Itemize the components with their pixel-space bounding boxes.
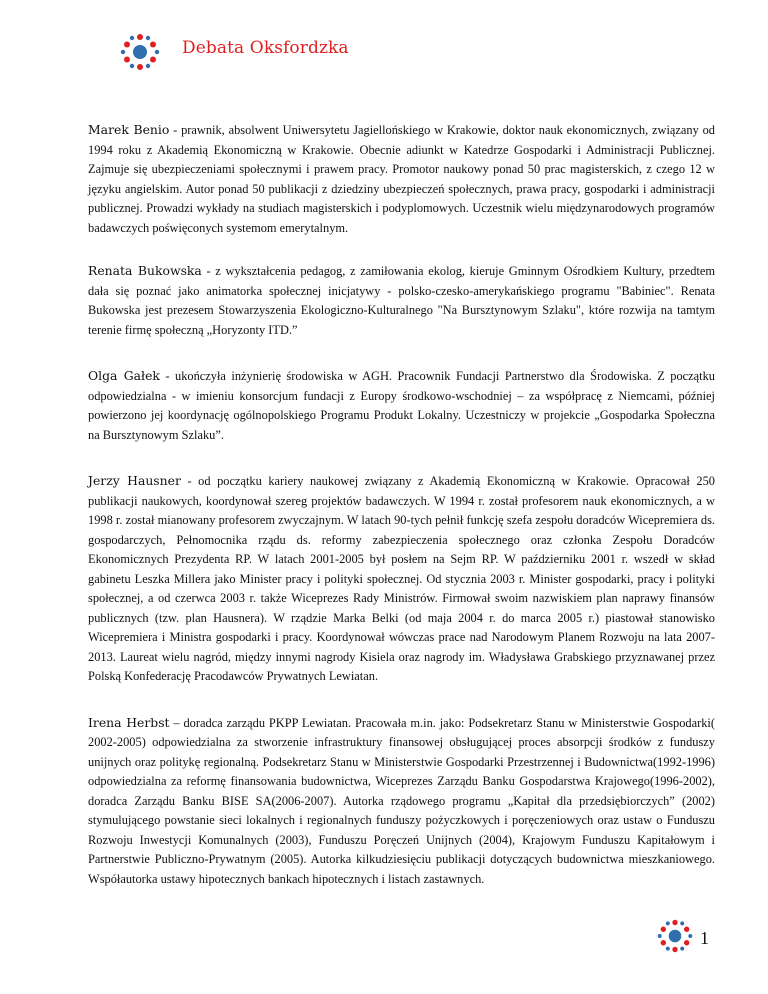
bio-text: od początku kariery naukowej związany z Akademią Ekonomiczną w Krakowie. Opracował 250 publikacji naukowych, koordynował szereg projektów badawczych. W 1994 r. został profesorem nauk ekonomicznych, a w 1998 r. został mianowany profesorem zwyczajnym. W latach 90-tych pełnił funkcję szefa zespołu doradców Wicepremiera ds. gospodarczych, Pełnomocnika rządu ds. reformy zabezpieczenia społecznego oraz członka Zespołu Doradców Ekonomicznych Prezydenta RP. W latach 2001-2005 był posłem na Sejm RP. W październiku 2001 r. wszedł w skład gabinetu Leszka Millera jako Minister pracy i polityki społecznej. Od stycznia 2003 r. Minister gospodarki, pracy i polityki społecznej, a od czerwca 2003 r. także Wiceprezes Rady Ministrów. Firmował swoim nazwiskiem plan naprawy finansów publicznych (tzw. plan Hausnera). W rządzie Marka Belki (od maja 2004 r. do marca 2005 r.) piastował stanowisko Wicepremiera i Ministra gospodarki i pracy. Koordynował wówczas prace nad Narodowym Planem Rozwoju na lata 2007-2013. Laureat wielu nagród, między innymi nagrody Kisiela oraz nagrody im. Władysława Grabskiego przyznawanej przez Polską Konfederację Pracodawców Prywatnych Lewiatan. xyxy=(88,474,715,683)
bio-text: prawnik, absolwent Uniwersytetu Jagiellońskiego w Krakowie, doktor nauk ekonomicznych, związany od 1994 roku z Akademią Ekonomiczną w Krakowie. Obecnie adiunkt w Katedrze Gospodarki i Administracji Publicznej. Zajmuje się ubezpieczeniami społecznymi i prawem pracy. Promotor naukowy ponad 50 prac magisterskich, z czego 12 w języku angielskim. Autor ponad 50 publikacji z dziedziny ubezpieczeń społecznych, prawa pracy, gospodarki i administracji publicznej. Prowadzi wykłady na studiach magisterskich i podyplomowych. Uczestnik wielu międzynarodowych programów badawczych poświęconych systemom emerytalnym. xyxy=(88,123,715,235)
bio-name: Renata Bukowska xyxy=(88,263,202,278)
bio-name: Irena Herbst xyxy=(88,714,170,730)
bio-text: ukończyła inżynierię środowiska w AGH. Pracownik Fundacji Partnerstwo dla Środowiska. Z początku odpowiedzialna - w imieniu konsorcjum fundacji z Europy środkowo-wschodniej – za współpracę z Niemcami, później powierzono jej koordynację ogólnopolskiego Programu Produkt Lokalny. Uczestniczy w projekcie „Gospodarka Społeczna na Bursztynowym Szlaku”. xyxy=(88,369,715,442)
bio-name: Olga Gałek xyxy=(88,368,160,383)
bio-name: Jerzy Hausner xyxy=(88,473,181,488)
logo-title: Debata Oksfordzka xyxy=(182,38,349,58)
bio-paragraph: Irena Herbst – doradca zarządu PKPP Lewiatan. Pracowała m.in. jako: Podsekretarz Stanu w Ministerstwie Gospodarki( 2002-2005) odpowiedzialna za stworzenie infrastruktury finansowej obsługującej proces absorpcji środków z funduszy unijnych oraz politykę regionalną. Podsekretarz Stanu w Ministerstwie Gospodarki Przestrzennej i Budownictwa(1992-1996) odpowiedzialna za reformę finansowania budownictwa, Wiceprezes Zarządu Banku Gospodarstwa Krajowego(1996-2002), doradca Zarządu Banku BISE SA(2006-2007). Autorka rządowego programu „Kapitał dla przedsiębiorczych” (2002) stymulującego powstanie sieci lokalnych i regionalnych funduszy pożyczkowych i poręczeniowych oraz ustaw o Funduszu Rozwoju Inwestycji Komunalnych (2003), Funduszu Poręczeń Unijnych (2004), Krajowym Funduszu Kapitałowym i Partnerstwie Publiczno-Prywatnym (2005). Autorka kilkudziesięciu publikacji dotyczących budownictwa mieszkaniowego. Współautorka ustawy hipotecznych bankach hipotecznych i listach zastawnych. xyxy=(88,714,716,886)
bio-name: Marek Benio xyxy=(88,122,170,137)
bio-paragraph: Renata Bukowska - z wykształcenia pedagog, z zamiłowania ekolog, kieruje Gminnym Ośrodkiem Kultury, przedtem dała się poznać jako animatorka społecznej inicjatywy - polsko-czesko-amerykańskiego programu "Babiniec". Renata Bukowska jest prezesem Stowarzyszenia Ekologiczno-Kulturalnego "Na Bursztynowym Szlaku", które rozwija na tamtym terenie firmę społeczną „Horyzonty ITD.” xyxy=(88,263,715,337)
circle-of-people-icon xyxy=(120,32,160,72)
page-number: 1 xyxy=(700,928,709,948)
circle-of-people-icon xyxy=(657,918,693,954)
bio-paragraph: Olga Gałek - ukończyła inżynierię środowiska w AGH. Pracownik Fundacji Partnerstwo dla Środowiska. Z początku odpowiedzialna - w imieniu konsorcjum fundacji z Europy środkowo-wschodniej – za współpracę z Niemcami, później powierzono jej koordynację ogólnopolskiego Programu Produkt Lokalny. Uczestniczy w projekcie „Gospodarka Społeczna na Bursztynowym Szlaku”. xyxy=(88,368,715,442)
bio-list xyxy=(88,120,715,915)
bio-text: doradca zarządu PKPP Lewiatan. Pracowała m.in. jako: Podsekretarz Stanu w Ministerstwie Gospodarki( 2002-2005) odpowiedzialna za stworzenie infrastruktury finansowej obsługującej proces absorpcji środków z funduszy unijnych oraz politykę regionalną. Podsekretarz Stanu w Ministerstwie Gospodarki Przestrzennej i Budownictwa(1992-1996) odpowiedzialna za reformę finansowania budownictwa, Wiceprezes Zarządu Banku Gospodarstwa Krajowego(1996-2002), doradca Zarządu Banku BISE SA(2006-2007). Autorka rządowego programu „Kapitał dla przedsiębiorczych” (2002) stymulującego powstanie sieci lokalnych i regionalnych funduszy pożyczkowych i poręczeniowych oraz ustaw o Funduszu Rozwoju Inwestycji Komunalnych (2003), Funduszu Poręczeń Unijnych (2004), Krajowym Funduszu Kapitałowym i Partnerstwie Publiczno-Prywatnym (2005). Autorka kilkudziesięciu publikacji dotyczących budownictwa mieszkaniowego. Współautorka ustawy hipotecznych bankach hipotecznych i listach zastawnych. xyxy=(88,715,716,886)
bio-text: z wykształcenia pedagog, z zamiłowania ekolog, kieruje Gminnym Ośrodkiem Kultury, przedtem dała się poznać jako animatorka społecznej inicjatywy - polsko-czesko-amerykańskiego programu "Babiniec". Renata Bukowska jest prezesem Stowarzyszenia Ekologiczno-Kulturalnego "Na Bursztynowym Szlaku", które rozwija na tamtym terenie firmę społeczną „Horyzonty ITD.” xyxy=(88,264,715,337)
bio-paragraph: Marek Benio - prawnik, absolwent Uniwersytetu Jagiellońskiego w Krakowie, doktor nauk ekonomicznych, związany od 1994 roku z Akademią Ekonomiczną w Krakowie. Obecnie adiunkt w Katedrze Gospodarki i Administracji Publicznej. Zajmuje się ubezpieczeniami społecznymi i prawem pracy. Promotor naukowy ponad 50 prac magisterskich, z czego 12 w języku angielskim. Autor ponad 50 publikacji z dziedziny ubezpieczeń społecznych, prawa pracy, gospodarki i administracji publicznej. Prowadzi wykłady na studiach magisterskich i podyplomowych. Uczestnik wielu międzynarodowych programów badawczych poświęconych systemom emerytalnym. xyxy=(88,122,715,235)
bio-paragraph: Jerzy Hausner - od początku kariery naukowej związany z Akademią Ekonomiczną w Krakowie. Opracował 250 publikacji naukowych, koordynował szereg projektów badawczych. W 1994 r. został profesorem nauk ekonomicznych, a w 1998 r. został mianowany profesorem zwyczajnym. W latach 90-tych pełnił funkcję szefa zespołu doradców Wicepremiera ds. gospodarczych, Pełnomocnika rządu ds. reformy zabezpieczenia społecznego oraz członka Zespołu Doradców Ekonomicznych Prezydenta RP. W latach 2001-2005 był posłem na Sejm RP. W październiku 2001 r. wszedł w skład gabinetu Leszka Millera jako Minister pracy i polityki społecznej. Od stycznia 2003 r. Minister gospodarki, pracy i polityki społecznej, a od czerwca 2003 r. także Wiceprezes Rady Ministrów. Firmował swoim nazwiskiem plan naprawy finansów publicznych (tzw. plan Hausnera). W rządzie Marka Belki (od maja 2004 r. do marca 2005 r.) piastował stanowisko Wicepremiera i Ministra gospodarki i pracy. Koordynował wówczas prace nad Narodowym Planem Rozwoju na lata 2007-2013. Laureat wielu nagród, między innymi nagrody Kisiela oraz nagrody im. Władysława Grabskiego przyznawanej przez Polską Konfederację Pracodawców Prywatnych Lewiatan. xyxy=(88,473,715,683)
